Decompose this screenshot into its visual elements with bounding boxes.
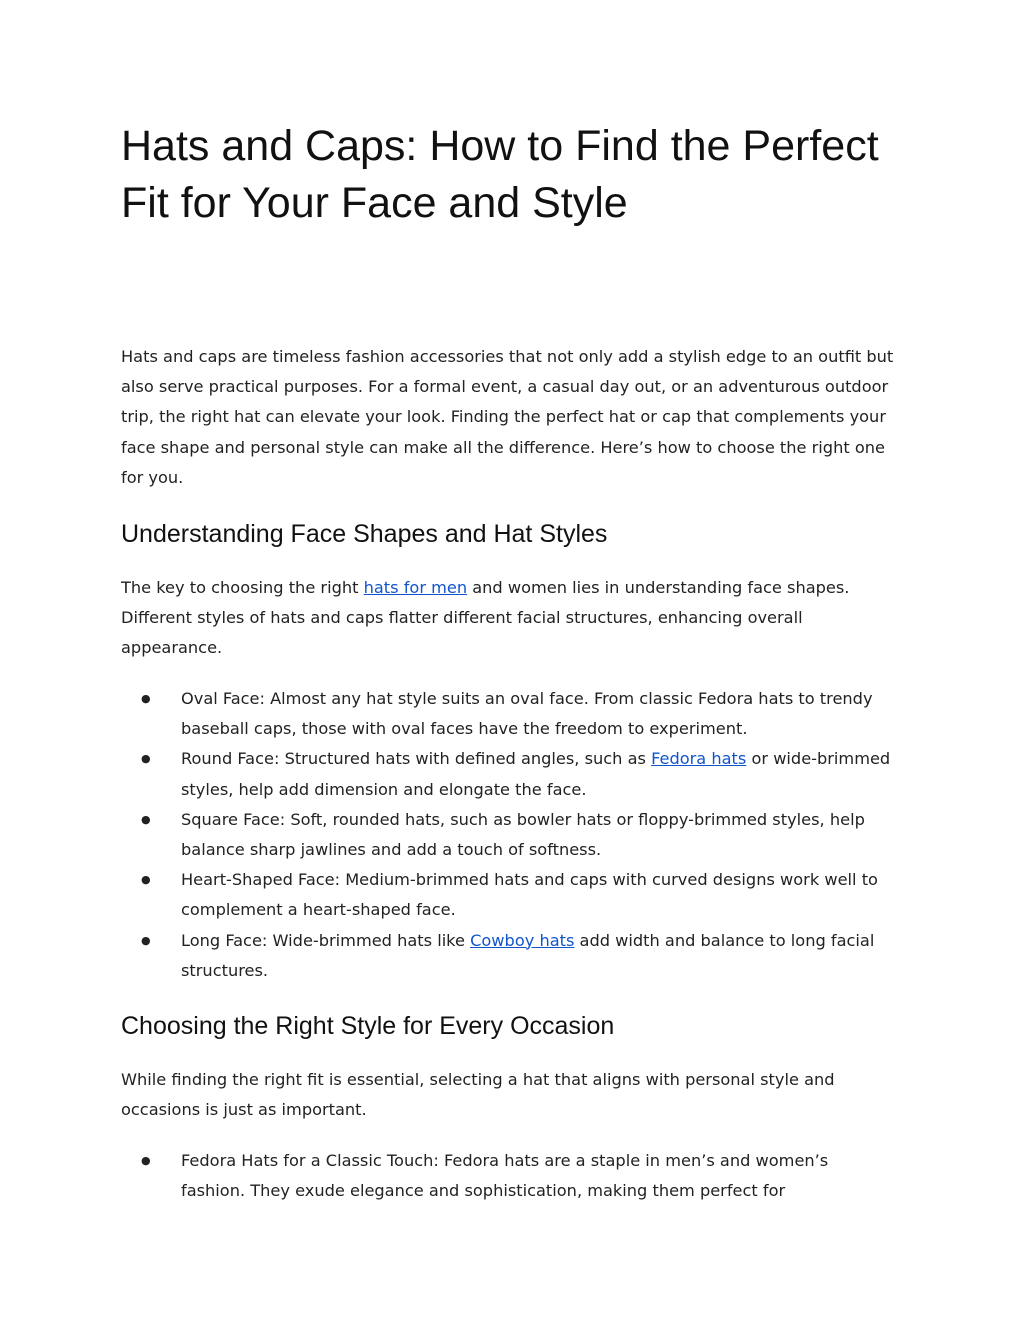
list-item-text: add width and balance to long facial structures. [181,930,875,980]
paragraph-text: and women lies in understanding face shapes. Different styles of hats and caps flatter different facial structures, enhancing overall appearance. [121,578,850,658]
list-item-text: Round Face: Structured hats with defined angles, such as [181,749,652,769]
hats-for-men-link[interactable]: hats for men [363,578,468,597]
list-item-text: Fedora Hats for a Classic Touch: Fedora hats are a staple in men’s and women’s fashion. They exude elegance and sophistication, making them perfect for [181,1151,829,1201]
paragraph-text: The key to choosing the right [121,578,364,597]
list-item-text: or wide-brimmed styles, help add dimension and elongate the face. [181,749,891,799]
list-item-text: Long Face: Wide-brimmed hats like [181,930,471,950]
list-item-square-face [121,805,893,865]
list-item-round-face [121,744,893,804]
section-heading-face-shapes: Understanding Face Shapes and Hat Styles [121,520,608,548]
occasion-list [121,1146,911,1206]
bullet-icon: ● [141,933,151,947]
list-item-text: Square Face: Soft, rounded hats, such as bowler hats or floppy-brimmed styles, help balance sharp jawlines and add a touch of softness. [181,809,865,860]
bullet-icon: ● [141,873,151,887]
list-item-text: Heart-Shaped Face: Medium-brimmed hats and caps with curved designs work well to complement a heart-shaped face. [181,870,878,920]
document-title: Hats and Caps: How to Find the Perfect Fit for Your Face and Style [121,122,879,227]
cowboy-hats-link[interactable]: Cowboy hats [470,930,575,950]
section-heading-occasion: Choosing the Right Style for Every Occasion [121,1012,615,1040]
list-item-heart-shaped-face [121,865,893,925]
bullet-icon: ● [141,752,151,766]
bullet-icon: ● [141,1154,151,1167]
intro-paragraph: Hats and caps are timeless fashion accessories that not only add a stylish edge to an outfit but also serve practical purposes. For a formal event, a casual day out, or an adventurous outdoor trip, the right hat can elevate your look. Finding the perfect hat or cap that complements your face shape and personal style can make all the difference. Here’s how to choose the right one for you. [121,347,894,487]
fedora-hats-link[interactable]: Fedora hats [651,749,747,769]
face-shapes-paragraph [121,573,906,664]
list-item-fedora-classic [121,1146,893,1206]
bullet-icon: ● [141,692,151,705]
face-shape-list [121,684,911,986]
list-item-oval-face [121,684,893,744]
list-item-long-face [121,926,893,986]
occasion-paragraph: While finding the right fit is essential, selecting a hat that aligns with personal style and occasions is just as important. [121,1070,835,1120]
list-item-text: Oval Face: Almost any hat style suits an oval face. From classic Fedora hats to trendy baseball caps, those with oval faces have the freedom to experiment. [181,689,873,739]
bullet-icon: ● [141,812,151,826]
